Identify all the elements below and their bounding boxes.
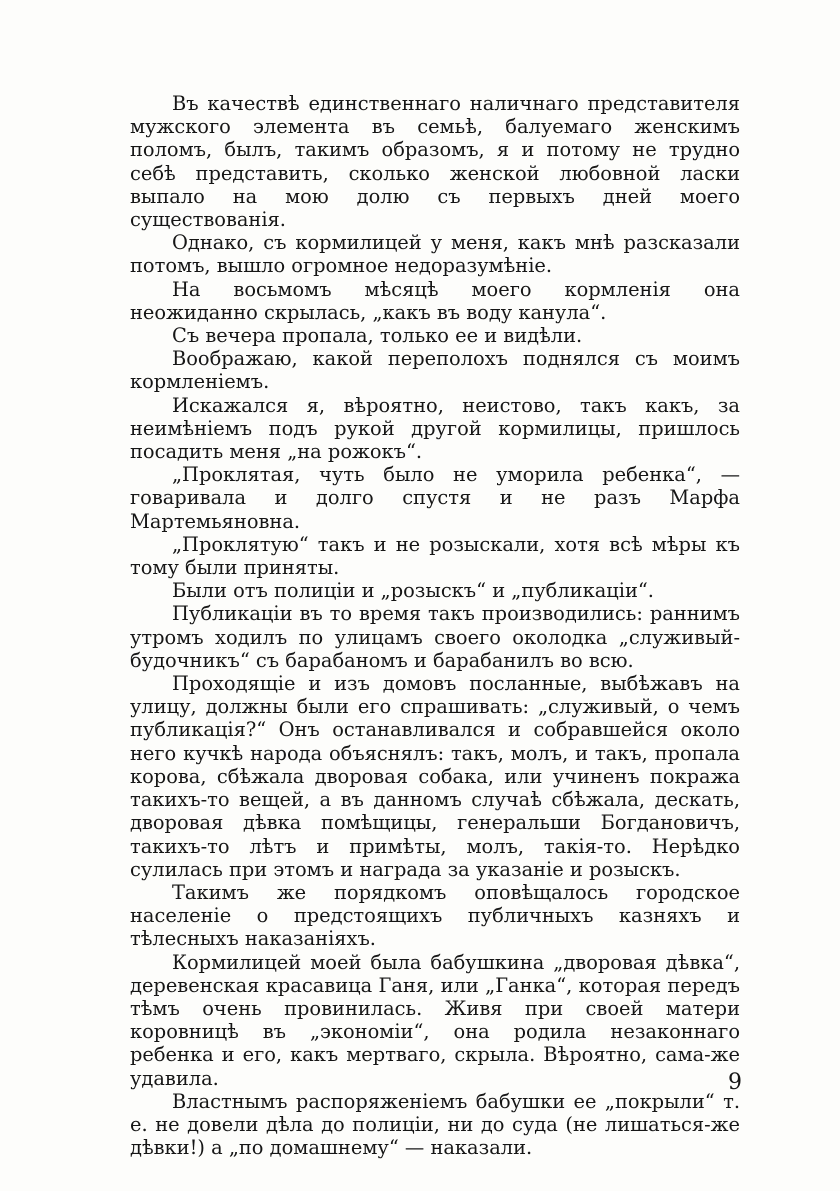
paragraph: Такимъ же порядкомъ оповѣщалось городское населеніе о предстоящихъ публичныхъ казняхъ и тѣлесныхъ наказаніяхъ. — [130, 880, 740, 951]
paragraph: Однако, съ кормилицей у меня, какъ мнѣ разсказали потомъ, вышло огромное недоразумѣніе. — [130, 231, 740, 278]
paragraph: Въ качествѣ единственнаго наличнаго представителя мужского элемента въ семьѣ, балуемаго женскимъ поломъ, былъ, такимъ образомъ, я и потому не трудно себѣ представить, сколько женской любовной ласки выпало на мою долю съ первыхъ дней моего существованія. — [130, 92, 740, 232]
paragraph: „Проклятая, чуть было не уморила ребенка“, — говаривала и долго спустя и не разъ Марфа Мартемьяновна. — [130, 463, 740, 533]
paragraph: Проходящіе и изъ домовъ посланные, выбѣжавъ на улицу, должны были его спрашивать: „служивый, о чемъ публикація?“ Онъ останавливался и собравшейся около него кучкѣ народа объяснялъ: такъ, молъ, и такъ, пропала корова, сбѣжала дворовая собака, или учиненъ покража такихъ-то вещей, а въ данномъ случаѣ сбѣжала, дескать, дворовая дѣвка помѣщицы, генеральши Богдановичъ, такихъ-то лѣтъ и примѣты, молъ, такія-то. Нерѣдко сулилась при этомъ и награда за указаніе и розыскъ. — [130, 672, 740, 881]
paragraph: Съ вечера пропала, только ее и видѣли. — [172, 324, 583, 348]
page-text — [130, 92, 740, 1159]
paragraph: Искажался я, вѣроятно, неистово, такъ какъ, за неимѣніемъ подъ рукой другой кормилицы, пришлось посадить меня „на рожокъ“. — [130, 393, 740, 464]
page-number: 9 — [728, 1070, 742, 1095]
paragraph: Публикаціи въ то время такъ производились: раннимъ утромъ ходилъ по улицамъ своего околодка „служивый-будочникъ“ съ барабаномъ и барабанилъ во всю. — [130, 602, 740, 672]
paragraph: Воображаю, какой переполохъ поднялся съ моимъ кормленіемъ. — [130, 347, 740, 394]
paragraph: Были отъ полиціи и „розыскъ“ и „публикаціи“. — [172, 579, 654, 603]
paragraph: На восьмомъ мѣсяцѣ моего кормленія она неожиданно скрылась, „какъ въ воду канула“. — [130, 277, 740, 324]
paragraph: Властнымъ распоряженіемъ бабушки ее „покрыли“ т. е. не довели дѣла до полиціи, ни до суда (не лишаться-же дѣвки!) а „по домашнему“ — наказали. — [130, 1089, 740, 1160]
paragraph: Кормилицей моей была бабушкина „дворовая дѣвка“, деревенская красавица Ганя, или „Ганка“, которая передъ тѣмъ очень провинилась. Живя при своей матери коровницѣ въ „экономіи“, она родила незаконнаго ребенка и его, какъ мертваго, скрыла. Вѣроятно, сама-же удавила. — [130, 950, 740, 1090]
paragraph: „Проклятую“ такъ и не розыскали, хотя всѣ мѣры къ тому были приняты. — [130, 532, 740, 580]
